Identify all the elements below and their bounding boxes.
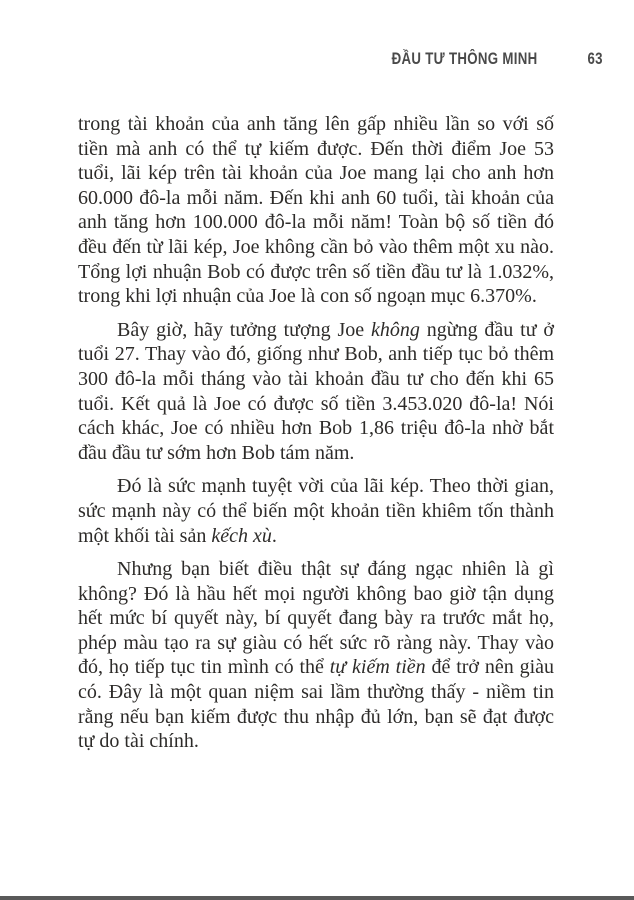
- page-bottom-edge-bar: [0, 896, 634, 900]
- italic-text-run: không: [370, 318, 420, 341]
- paragraph: [78, 474, 554, 548]
- text-run: để trở nên giàu có. Đây là một quan niệm sai lầm thường thấy - niềm tin rằng nếu bạn kiếm được thu nhập đủ lớn, bạn sẽ đạt được tự do tài chính.: [78, 656, 555, 753]
- text-run: Bây giờ, hãy tưởng tượng Joe: [117, 318, 371, 341]
- page-number: 63: [587, 49, 603, 68]
- italic-text-run: kếch xù: [211, 524, 272, 547]
- paragraph: [78, 112, 554, 309]
- text-run: ngừng đầu tư ở tuổi 27. Thay vào đó, giống như Bob, anh tiếp tục bỏ thêm 300 đô-la mỗi tháng vào tài khoản đầu tư cho đến khi 65 tuổi. Kết quả là Joe có được số tiền 3.453.020 đô-la! Nói cách khác, Joe có nhiều hơn Bob 1,86 triệu đô-la nhờ bắt đầu đầu tư sớm hơn Bob tám năm.: [78, 318, 554, 464]
- paragraph: [78, 557, 554, 754]
- text-run: .: [271, 524, 277, 547]
- paragraph: [78, 318, 554, 466]
- text-run: Đó là sức mạnh tuyệt vời của lãi kép. Theo thời gian, sức mạnh này có thể biến một khoản tiền khiêm tốn thành một khối tài sản: [78, 475, 554, 547]
- text-run: trong tài khoản của anh tăng lên gấp nhiều lần so với số tiền mà anh có thể tự kiếm được. Đến thời điểm Joe 53 tuổi, lãi kép trên tài khoản của Joe mang lại cho anh hơn 60.000 đô-la mỗi năm. Đến khi anh 60 tuổi, tài khoản của anh tăng hơn 100.000 đô-la mỗi năm! Toàn bộ số tiền đó đều đến từ lãi kép, Joe không cần bỏ vào thêm một xu nào. Tổng lợi nhuận Bob có được trên số tiền đầu tư là 1.032%, trong khi lợi nhuận của Joe là con số ngoạn mục 6.370%.: [78, 113, 554, 308]
- italic-text-run: tự kiếm tiền: [329, 656, 426, 679]
- running-header-title: ĐẦU TƯ THÔNG MINH: [391, 49, 538, 68]
- running-header: [392, 50, 603, 68]
- page-body-text: [78, 112, 554, 763]
- text-run: Nhưng bạn biết điều thật sự đáng ngạc nhiên là gì không? Đó là hầu hết mọi người không bao giờ tận dụng hết mức bí quyết này, bí quyết đang bày ra trước mắt họ, phép màu tạo ra sự giàu có hết sức rõ ràng này. Thay vào đó, họ tiếp tục tin mình có thể: [78, 558, 554, 679]
